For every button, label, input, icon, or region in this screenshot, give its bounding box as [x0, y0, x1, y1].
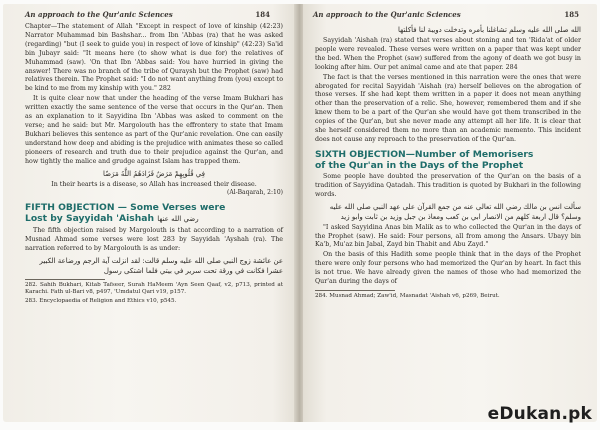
left-page — [3, 4, 296, 422]
left-footnote-283: 283. Encyclopaedia of Religion and Ethics v10, p545. — [25, 297, 177, 304]
right-footnote-rule — [315, 290, 395, 291]
edukan-watermark: eDukan.pk — [487, 404, 592, 424]
left-body — [25, 23, 283, 306]
right-arabic-hadith: سألت انس بن مالك رضي الله تعالى عنه من جمع القرآن على عهد النبي صلى الله عليه وسلم؟ قال اربعة كلهم من الانصار ابي بن كعب ومعاذ بن جبل وزيد بن ثابت وابو زيد — [329, 202, 581, 221]
right-paragraph-1: Sayyidah 'Aishah (ra) stated that verses about stoning and ten 'Rida'at of older people were revealed. These verses were written on a paper that was kept under the bed. When the Prophet (saw) suffered from the agony of death we got busy in looking after him. Our pet animal came and ate that paper. 284 — [315, 37, 581, 71]
right-paragraph-5: On the basis of this Hadith some people think that in the days of the Prophet there were only four persons who had memorized the Qur'an by heart. In fact this is not true. We have already given the names of those who had memorized the Qur'an during the days of — [315, 251, 581, 286]
left-verse-source: (Al-Baqarah, 2:10) — [227, 189, 283, 197]
sixth-objection-heading — [315, 149, 581, 171]
fifth-objection-heading-line2: Lost by Sayyidah 'Aishah — [25, 213, 154, 225]
fifth-objection-heading-arabic: رضي الله عنها — [157, 215, 199, 224]
left-paragraph-1: Chapter—The statement of Allah "Except in respect of love of kinship (42:23) Narrator Muhammad bin Bashshar... from Ibn 'Abbas (ra) that he was asked (regarding) "but (I seek to guide you) in respect of love of kinship" (42:23) Sa'id bin Jubayr said: "It means here (to show what is due for) the relatives of Muhammad (saw). 'On that Ibn 'Abbas said: You have hurried in giving the answer! There was no branch of the tribe of Quraysh but the Prophet (saw) had relatives therein. The Prophet said: "I do not want anything from (you) except to be kind to me from my kinship with you." 282 — [25, 23, 283, 93]
left-footnote-rule — [25, 279, 105, 280]
right-body — [315, 23, 581, 301]
right-page — [303, 4, 597, 422]
right-page-number: 185 — [564, 10, 579, 19]
left-verse-translation: In their hearts is a disease, so Allah has increased their disease. — [51, 180, 257, 188]
right-paragraph-4: "I asked Sayyidina Anas bin Malik as to who collected the Qur'an in the days of the Prophet (saw). He said: Four persons, all from among the Ansars. Ubayy bin Ka'b, Mu'az bin Jabal, Zayd bin Thabit and Abu Zayd." — [315, 223, 581, 249]
sixth-objection-heading-line1: SIXTH OBJECTION—Number of Memorisers — [315, 148, 534, 160]
left-arabic-verse: فِي قُلُوبِهِمْ مَرَضٌ فَزَادَهُمُ اللَّهُ مَرَضًا — [103, 169, 205, 178]
right-paragraph-2: The fact is that the verses mentioned in this narration were the ones that were abrogated for recital Sayyidah 'Aishah (ra) herself believes on the abrogation of those verses. If she had kept them written in a paper it does not mean anything other than the preservation of a relic. She, however, remembered them and if she knew them to be a part of the Qur'an she would have got them transcribed in the copies of the Qur'an, but she never made any attempt all her life. It is clear that she herself considered them no more than an academic memento. This incident does not cause any reproach to the preservation of the Qur'an. — [315, 73, 581, 143]
right-running-header: An approach to the Qur'anic Sciences — [313, 10, 461, 19]
fifth-objection-heading-line1: FIFTH OBJECTION — Some Verses were — [25, 202, 226, 214]
left-paragraph-3: The fifth objection raised by Margolouth is that according to a narration of Musnad Ahmad some verses were lost 283 by Sayyidah 'Ayshah (ra). The narration referred to by Margolouth is as under: — [25, 227, 283, 253]
left-running-header: An approach to the Qur'anic Sciences — [25, 10, 173, 19]
left-footnote-282: 282. Sahih Bukhari, Kitab Tafseer, Surah HaMeem 'Ayn Seen Qaaf, v2, p713, printed at Karachi. Fath ul-Bari v8, p497, 'Umdatul Qari v19, p157. — [25, 282, 283, 296]
right-paragraph-3: Some people have doubted the preservation of the Qur'an on the basis of a tradition of Sayyidina Qatadah. This tradition is quoted by Bukhari in the following words. — [315, 172, 581, 198]
right-arabic-top: الله صلى الله عليه وسلم تشاغلنا بأمره وتدخلت دويبة لنا فأكلتها — [398, 26, 581, 34]
left-paragraph-2: It is quite clear now that under the heading of the verse Imam Bukhari has written exactly the same sentence of the verse that occurs in the Qur'an. Then as an explanation to it Sayyidina Ibn 'Abbas was asked to comment on the verse; and he said: but Mr. Margolouth has the effrontery to state that Imam Bukhari believes this sentence as part of the Qur'anic revelation. One can easily understand how deep and abiding is the prejudice with animates these so called pioneers of research and truth due to their prejudice against the Qur'an, and how tightly the malice and grudge against Islam has trapped them. — [25, 95, 283, 165]
right-footnote-284: 284. Musnad Ahmad; Zaw'id, Masnadat 'Aishah v6, p269, Beirut. — [315, 292, 500, 299]
left-arabic-narration: عن عائشة زوج النبي صلى الله عليه وسلم قالت: لقد انزلت آية الرجم ورضاعة الكبير عشرا فكانت في ورقة تحت سرير في بيتي فلما اشتكى رسول — [39, 257, 283, 276]
sixth-objection-heading-line2: of the Qur'an in the Days of the Prophet — [315, 159, 524, 171]
fifth-objection-heading — [25, 202, 283, 225]
left-page-number: 184 — [255, 10, 270, 19]
